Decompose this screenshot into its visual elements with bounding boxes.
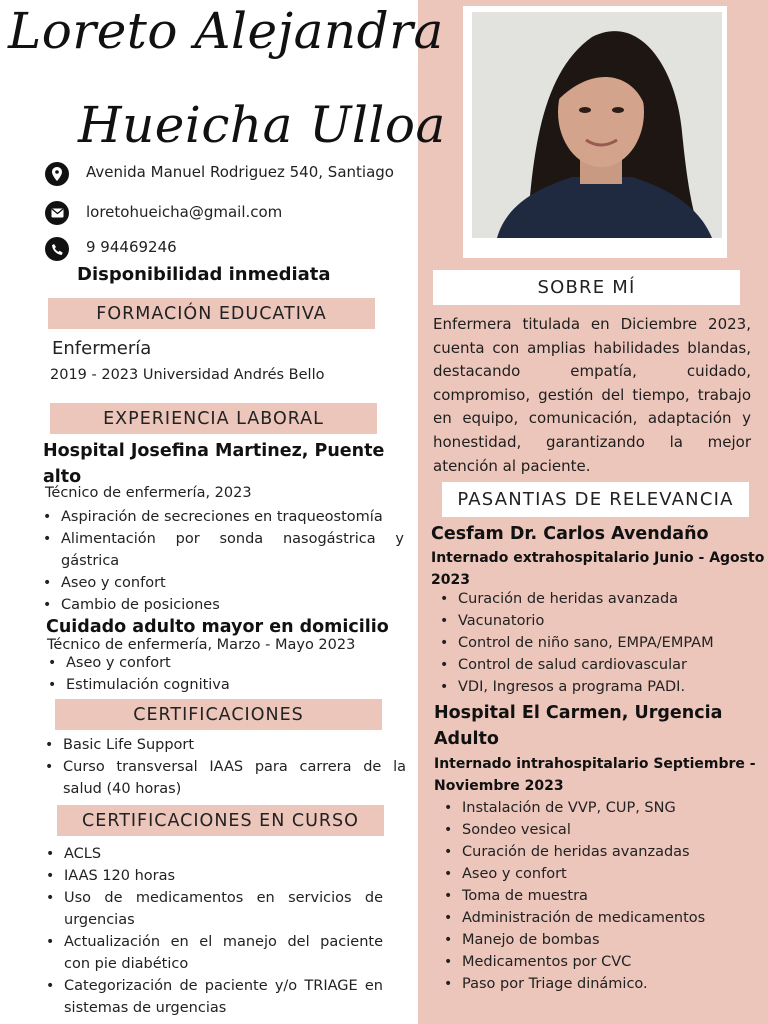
- list-item: • Actualización en el manejo del paciente con pie diabético: [44, 931, 383, 975]
- address-text: Avenida Manuel Rodriguez 540, Santiago: [86, 163, 394, 181]
- list-item: • Basic Life Support: [43, 734, 406, 756]
- job-1-org-line1: Hospital Josefina Martinez, Puente: [43, 441, 385, 461]
- about-text: Enfermera titulada en Diciembre 2023, cuenta con amplias habilidades blandas, destacando empatía, cuidado, compromiso, gestión del tiempo, trabajo en equipo, comunicación, adaptación y honestidad, garantizando la mejor atención al paciente.: [433, 315, 751, 475]
- profile-photo: [472, 12, 722, 238]
- list-item: • Estimulación cognitiva: [46, 674, 406, 696]
- certifications-list: [43, 734, 406, 800]
- list-item: • Aseo y confort: [46, 652, 406, 674]
- internship-1-org: Cesfam Dr. Carlos Avendaño: [431, 524, 709, 544]
- phone-icon: [45, 237, 69, 261]
- internships-heading: PASANTIAS DE RELEVANCIA: [442, 482, 749, 517]
- list-item: • Categorización de paciente y/o TRIAGE en sistemas de urgencias: [44, 975, 383, 1019]
- name-second-line: Hueicha Ulloa: [78, 96, 446, 154]
- list-item: • Control de salud cardiovascular: [438, 654, 748, 676]
- email-icon: [45, 201, 69, 225]
- list-item: • Aspiración de secreciones en traqueostomía: [41, 506, 404, 528]
- internship-1-period-line2: 2023: [431, 572, 470, 588]
- list-item: • VDI, Ingresos a programa PADI.: [438, 676, 748, 698]
- location-icon: [45, 162, 69, 186]
- job-1-org-line2: alto: [43, 467, 82, 487]
- certifications-in-progress-heading: CERTIFICACIONES EN CURSO: [57, 805, 384, 836]
- certifications-in-progress-list: [44, 843, 383, 1019]
- degree-name: Enfermería: [52, 338, 152, 359]
- internship-2-task-list: [442, 797, 752, 995]
- internship-2-period-line2: Noviembre 2023: [434, 778, 564, 794]
- job-2-task-list: [46, 652, 406, 696]
- list-item: • Curso transversal IAAS para carrera de la salud (40 horas): [43, 756, 406, 800]
- list-item: • Sondeo vesical: [442, 819, 752, 841]
- phone-text[interactable]: 9 94469246: [86, 238, 177, 256]
- about-heading: SOBRE MÍ: [433, 270, 740, 305]
- list-item: • Instalación de VVP, CUP, SNG: [442, 797, 752, 819]
- list-item: • ACLS: [44, 843, 383, 865]
- list-item: • Alimentación por sonda nasogástrica y gástrica: [41, 528, 404, 572]
- degree-detail: 2019 - 2023 Universidad Andrés Bello: [50, 367, 325, 383]
- internship-1-task-list: [438, 588, 748, 698]
- internship-2-org-line2: Adulto: [434, 729, 499, 749]
- experience-heading: EXPERIENCIA LABORAL: [50, 403, 377, 434]
- certifications-heading: CERTIFICACIONES: [55, 699, 382, 730]
- list-item: • Toma de muestra: [442, 885, 752, 907]
- list-item: • Cambio de posiciones: [41, 594, 404, 616]
- list-item: • Aseo y confort: [442, 863, 752, 885]
- list-item: • Administración de medicamentos: [442, 907, 752, 929]
- availability-text: Disponibilidad inmediata: [77, 264, 331, 285]
- internship-2-period-line1: Internado intrahospitalario Septiembre -: [434, 756, 756, 772]
- list-item: • Control de niño sano, EMPA/EMPAM: [438, 632, 748, 654]
- job-2-org: Cuidado adulto mayor en domicilio: [46, 617, 389, 637]
- list-item: • Uso de medicamentos en servicios de urgencias: [44, 887, 383, 931]
- job-1-task-list: [41, 506, 404, 616]
- list-item: • Manejo de bombas: [442, 929, 752, 951]
- job-2-role: Técnico de enfermería, Marzo - Mayo 2023: [47, 637, 356, 653]
- internship-1-period-line1: Internado extrahospitalario Junio - Agosto: [431, 550, 765, 566]
- internship-2-org-line1: Hospital El Carmen, Urgencia: [434, 703, 723, 723]
- email-text[interactable]: loretohueicha@gmail.com: [86, 203, 283, 221]
- job-1-role: Técnico de enfermería, 2023: [45, 485, 252, 501]
- list-item: • Aseo y confort: [41, 572, 404, 594]
- list-item: • Paso por Triage dinámico.: [442, 973, 752, 995]
- list-item: • Vacunatorio: [438, 610, 748, 632]
- education-heading: FORMACIÓN EDUCATIVA: [48, 298, 375, 329]
- list-item: • Curación de heridas avanzada: [438, 588, 748, 610]
- list-item: • IAAS 120 horas: [44, 865, 383, 887]
- list-item: • Curación de heridas avanzadas: [442, 841, 752, 863]
- list-item: • Medicamentos por CVC: [442, 951, 752, 973]
- name-first-line: Loreto Alejandra: [8, 2, 444, 60]
